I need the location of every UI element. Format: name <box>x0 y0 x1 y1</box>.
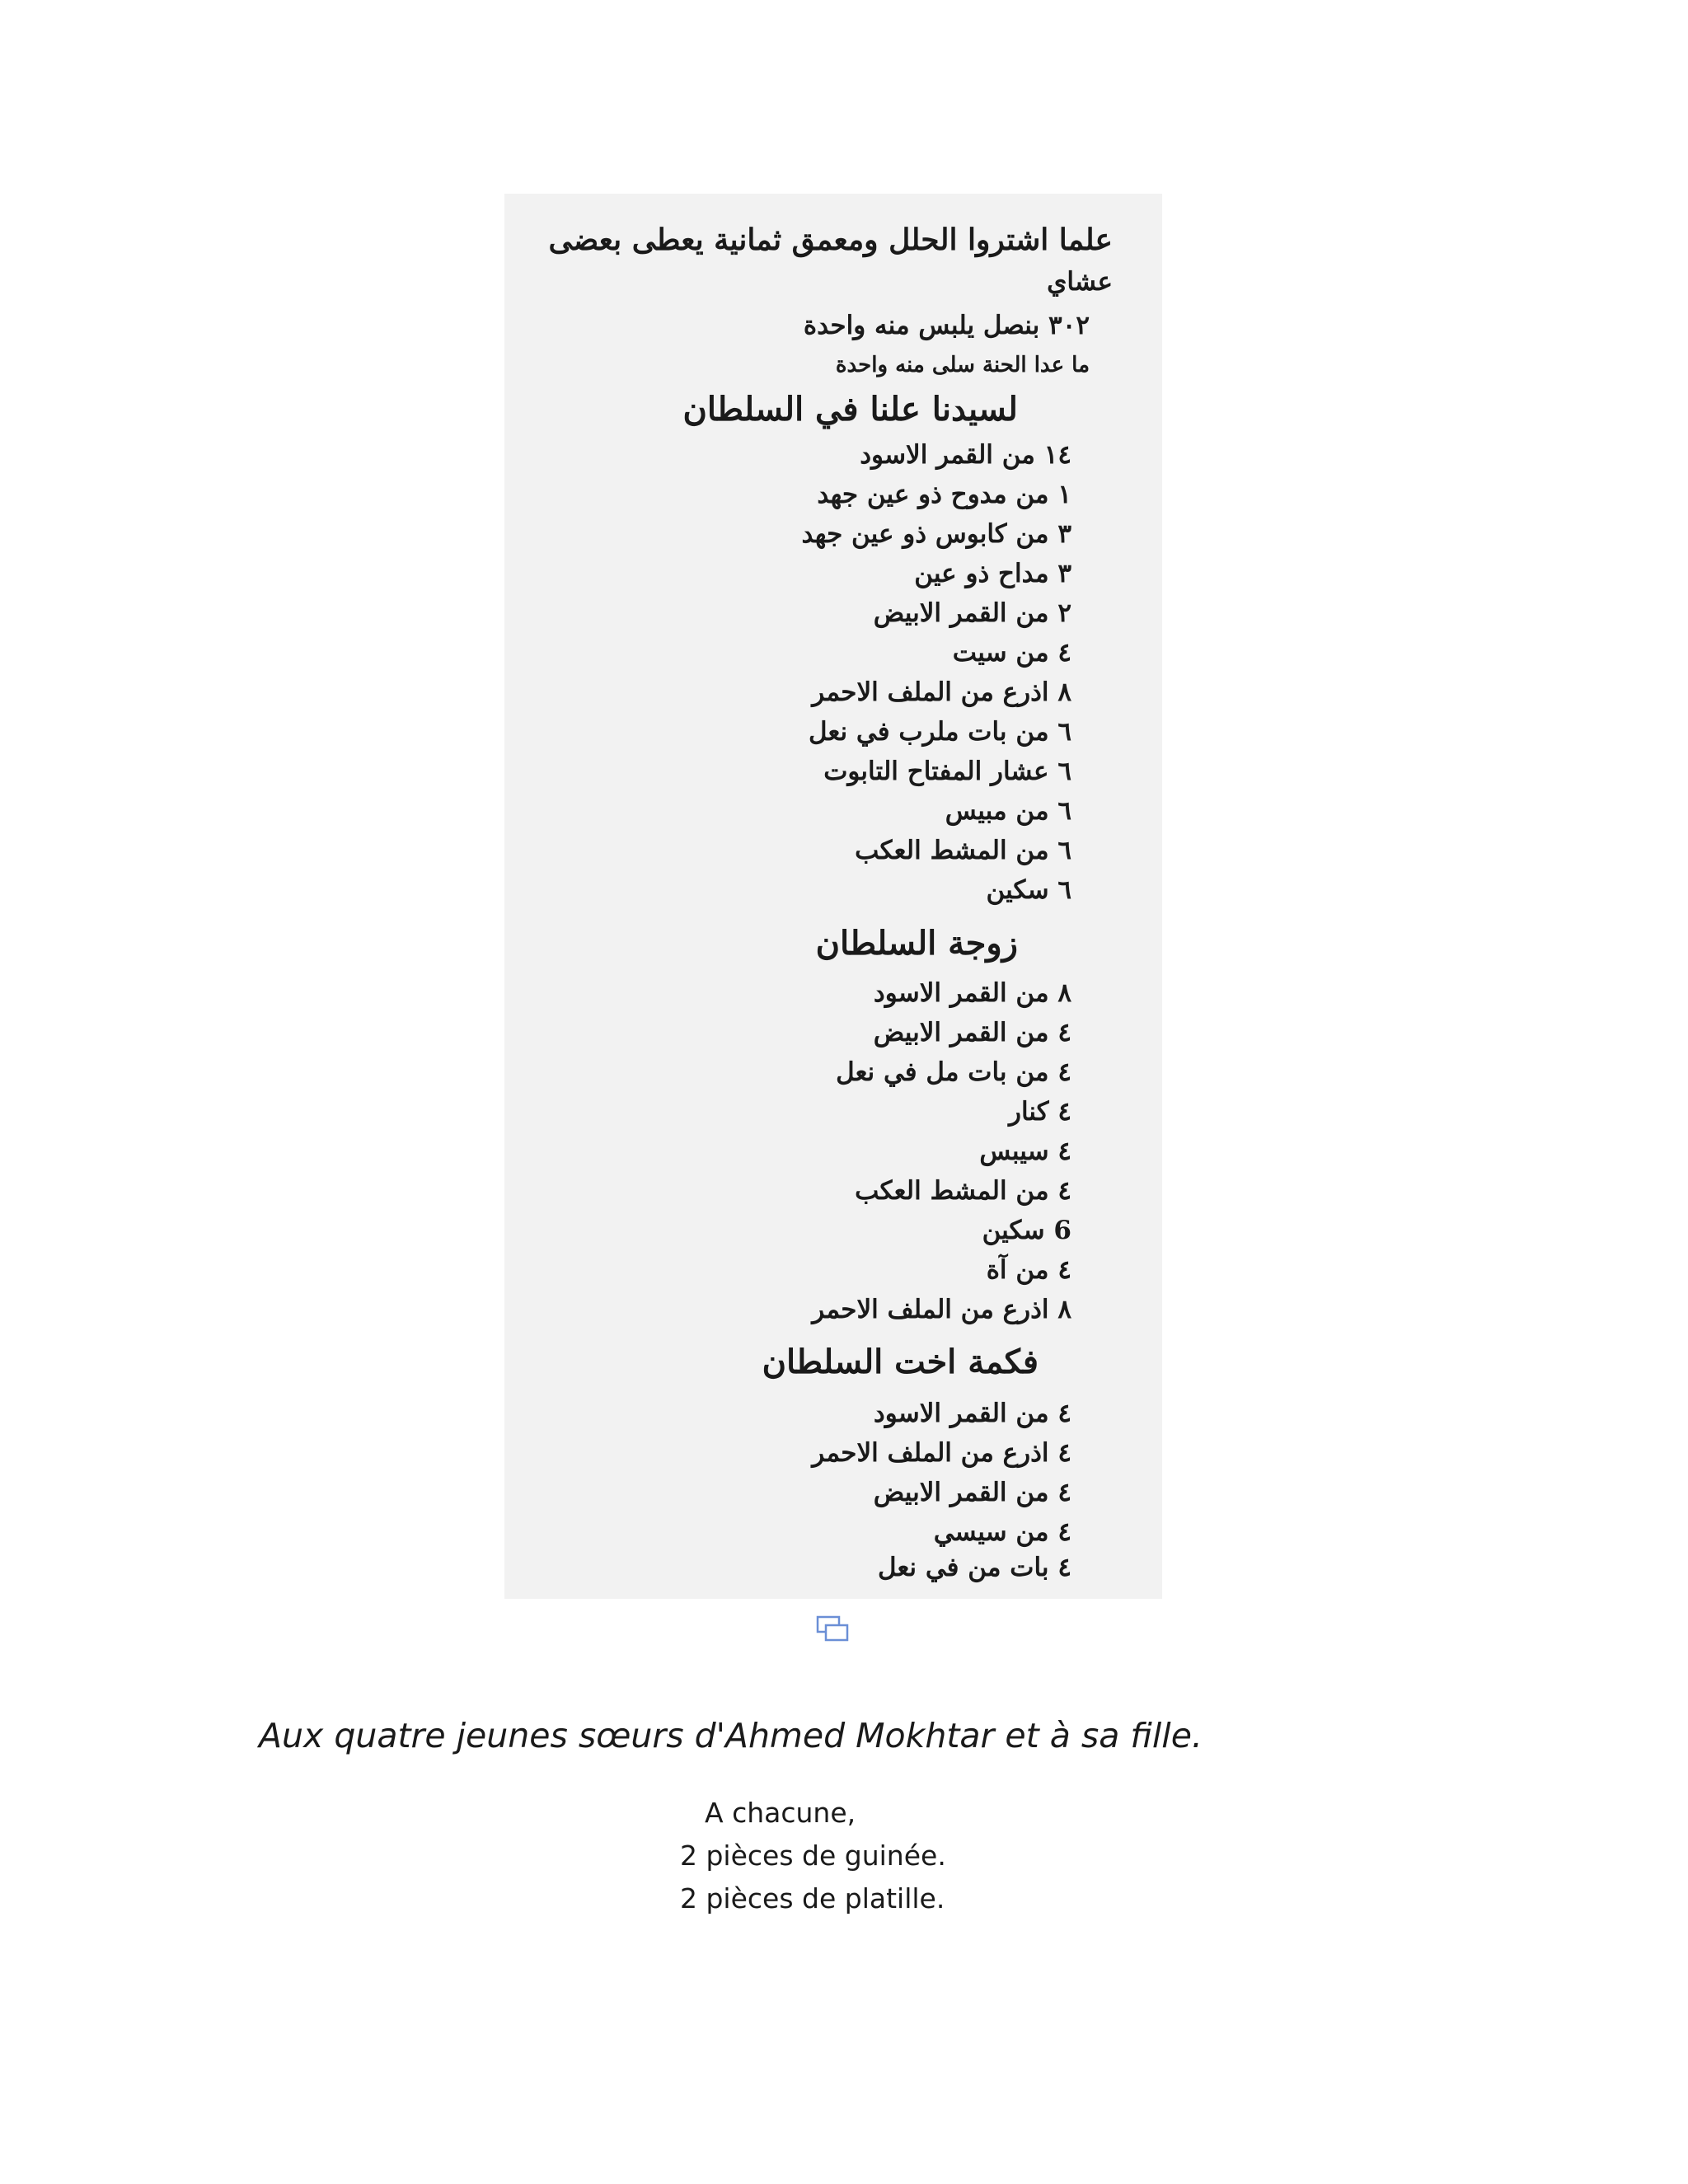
manuscript-line: ٤ من سيت <box>952 638 1071 668</box>
manuscript-line: ٤ من المشط العكب <box>855 1176 1071 1206</box>
manuscript-line: ٦ سكين <box>986 875 1071 905</box>
manuscript-line: ٤ من القمر الاسود <box>873 1399 1071 1428</box>
manuscript-line: ٤ اذرع من الملف الاحمر <box>812 1438 1071 1468</box>
manuscript-line: ٨ من القمر الاسود <box>873 978 1071 1008</box>
manuscript-line: ٦ من مبيس <box>945 796 1071 826</box>
manuscript-line: ٨ اذرع من الملف الاحمر <box>812 1295 1071 1324</box>
manuscript-line: ٨ اذرع من الملف الاحمر <box>812 677 1071 707</box>
manuscript-line: ١ من مدوح ذو عين جهد <box>817 480 1071 509</box>
manuscript-line: ٢ من القمر الابيض <box>873 598 1071 628</box>
manuscript-line: ٤ سيبس <box>979 1137 1071 1166</box>
caption: Aux quatre jeunes sœurs d'Ahmed Mokhtar et à sa fille. <box>259 1716 1203 1755</box>
expand-image-icon[interactable] <box>816 1615 849 1642</box>
manuscript-heading: زوجة السلطان <box>815 924 1018 963</box>
manuscript-line: ٦ عشار المفتاح التابوت <box>823 757 1071 786</box>
text-line-2: 2 pièces de guinée. <box>680 1840 946 1872</box>
manuscript-line: ٤ من القمر الابيض <box>873 1018 1071 1047</box>
manuscript-line: ٤ من القمر الابيض <box>873 1478 1071 1507</box>
manuscript-line: ٤ كنار <box>1009 1097 1071 1127</box>
manuscript-line: ٤ من سيسي <box>933 1517 1071 1547</box>
text-line-3: 2 pièces de platille. <box>680 1882 945 1915</box>
manuscript-heading: فكمة اخت السلطان <box>762 1343 1039 1381</box>
manuscript-line: ٣ مداح ذو عين <box>914 559 1071 588</box>
manuscript-image <box>504 194 1162 1599</box>
manuscript-line: ٣٠٢ بنصل يلبس منه واحدة <box>803 311 1090 340</box>
manuscript-line: ٤ بات من في نعل <box>877 1553 1071 1582</box>
manuscript-line: ما عدا الحنة سلى منه واحدة <box>835 353 1090 377</box>
manuscript-line: ٤ من بات مل في نعل <box>836 1057 1071 1087</box>
manuscript-line: ٦ من المشط العكب <box>855 836 1071 865</box>
manuscript-line: 6 سكين <box>982 1216 1071 1245</box>
manuscript-line: ٣ من كابوس ذو عين جهد <box>801 519 1071 549</box>
manuscript-line: ٦ من بات ملرب في نعل <box>809 717 1071 747</box>
manuscript-line: ١٤ من القمر الاسود <box>860 440 1071 470</box>
manuscript-line: علما اشتروا الحلل ومعمق ثمانية يعطى بعضى <box>548 223 1113 257</box>
manuscript-line: عشاي <box>1047 267 1113 297</box>
manuscript-heading: لسيدنا علنا في السلطان <box>682 390 1018 429</box>
manuscript-line: ٤ من آة <box>986 1255 1071 1285</box>
text-line-1: A chacune, <box>705 1797 856 1829</box>
